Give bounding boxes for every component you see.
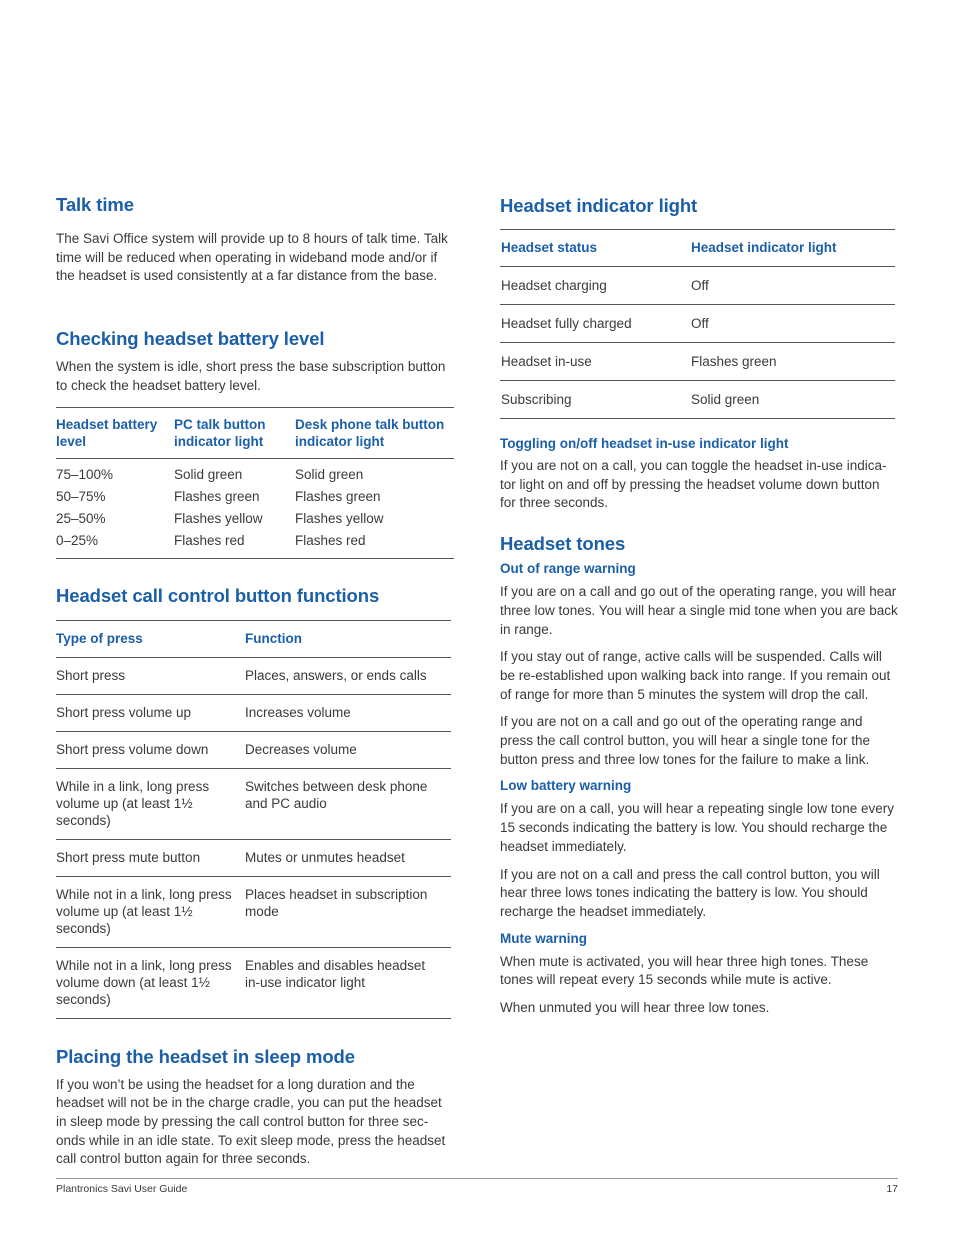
table-row xyxy=(500,267,895,305)
page-number: 17 xyxy=(886,1183,898,1195)
footer-title: Plantronics Savi User Guide xyxy=(56,1183,188,1195)
table-cell: Flashes red xyxy=(174,532,245,548)
table-cell: Short press xyxy=(56,657,245,694)
column-header: Headset battery level xyxy=(56,407,174,458)
out-of-range-text-3: If you are not on a call and go out of the operating range and press the call control button, you will hear a single tone for the button press and three low tones for the failure to make a link. xyxy=(500,714,870,767)
toggle-indicator-heading: Toggling on/off headset in-use indicator light xyxy=(500,436,789,451)
table-cell: Short press mute button xyxy=(56,839,245,876)
column-header: PC talk button indicator light xyxy=(174,407,295,458)
table-row xyxy=(56,876,451,947)
table-cell: Solid green xyxy=(690,381,895,419)
table-cell: Short press volume up xyxy=(56,694,245,731)
sleep-mode-heading: Placing the headset in sleep mode xyxy=(56,1045,355,1067)
table-row xyxy=(500,343,895,381)
table-row xyxy=(56,768,451,839)
low-battery-heading: Low battery warning xyxy=(500,778,632,794)
table-row xyxy=(56,657,451,694)
column-header: Headset status xyxy=(500,230,690,267)
indicator-light-heading: Headset indicator light xyxy=(500,195,698,216)
table-row xyxy=(56,731,451,768)
table-cell: Headset charging xyxy=(500,267,690,305)
table-cell: Flashes yellow xyxy=(295,510,384,526)
out-of-range-heading: Out of range warning xyxy=(500,561,636,577)
table-cell: Flashes green xyxy=(690,343,895,381)
table-cell: Increases volume xyxy=(245,694,451,731)
column-header: Function xyxy=(245,620,451,657)
out-of-range-text-2: If you stay out of range, active calls will be suspended. Calls will be re-established upon walking back into range. If you remain out of range for more than 5 minutes the system will drop the call. xyxy=(500,649,891,702)
table-cell: Headset fully charged xyxy=(500,305,690,343)
table-cell: While not in a link, long press volume up (at least 1½ seconds) xyxy=(56,876,245,947)
table-cell: Subscribing xyxy=(500,381,690,419)
column-header: Type of press xyxy=(56,620,245,657)
table-cell: While in a link, long press volume up (at least 1½ seconds) xyxy=(56,768,245,839)
table-cell: Enables and disables headset in-use indicator light xyxy=(245,947,451,1018)
sleep-mode-text: If you won’t be using the headset for a long duration and the headset will not be in the charge cradle, you can put the headset in sleep mode by pressing the call control button for three sec-onds while in an idle state. To exit sleep mode, press the headset call control button again for three seconds. xyxy=(56,1076,446,1167)
table-cell: Places, answers, or ends calls xyxy=(245,657,451,694)
mute-warning-heading: Mute warning xyxy=(500,930,587,946)
table-cell: Mutes or unmutes headset xyxy=(245,839,451,876)
table-header-row xyxy=(56,407,454,458)
table-cell: Flashes green xyxy=(174,488,260,504)
table-cell: Off xyxy=(690,305,895,343)
talk-time-heading: Talk time xyxy=(56,194,134,215)
table-header-row xyxy=(500,230,895,267)
table-row xyxy=(56,530,454,559)
table-cell: Off xyxy=(690,267,895,305)
table-row xyxy=(56,839,451,876)
indicator-light-table xyxy=(500,229,895,419)
right-column xyxy=(500,195,898,1018)
table-cell: 0–25% xyxy=(56,532,99,548)
low-battery-text-1: If you are on a call, you will hear a repeating single low tone every 15 seconds indicating the battery is low. You should recharge the headset immediately. xyxy=(500,801,894,854)
table-cell: Switches between desk phone and PC audio xyxy=(245,768,451,839)
table-row xyxy=(500,381,895,419)
battery-level-text: When the system is idle, short press the base subscription button to check the headset battery level. xyxy=(56,359,446,393)
table-cell: While not in a link, long press volume down (at least 1½ seconds) xyxy=(56,947,245,1018)
toggle-indicator-text: If you are not on a call, you can toggle the headset in-use indica-tor light on and off by pressing the headset volume down button for three seconds. xyxy=(500,458,887,511)
call-control-heading: Headset call control button functions xyxy=(56,584,380,606)
table-cell: Flashes green xyxy=(295,488,381,504)
table-row xyxy=(56,486,454,508)
column-header: Desk phone talk button indicator light xyxy=(295,407,454,458)
mute-warning-text-1: When mute is activated, you will hear three high tones. These tones will repeat every 15 seconds while mute is active. xyxy=(500,953,869,988)
table-row xyxy=(56,947,451,1018)
table-cell: Decreases volume xyxy=(245,731,451,768)
column-header: Headset indicator light xyxy=(690,230,895,267)
table-cell: Solid green xyxy=(174,466,243,482)
call-control-table xyxy=(56,620,451,1019)
table-row xyxy=(500,305,895,343)
table-row xyxy=(56,508,454,530)
table-cell: Places headset in subscription mode xyxy=(245,876,451,947)
table-row xyxy=(56,694,451,731)
table-cell: 75–100% xyxy=(56,466,114,482)
table-cell: Flashes red xyxy=(295,532,366,548)
battery-level-heading: Checking headset battery level xyxy=(56,328,325,350)
table-cell: 50–75% xyxy=(56,488,106,504)
table-header-row xyxy=(56,620,451,657)
table-row xyxy=(56,458,454,486)
low-battery-text-2: If you are not on a call and press the call control button, you will hear three lows tones indicating the battery is low. You should recharge the headset immediately. xyxy=(500,866,880,919)
mute-warning-text-2: When unmuted you will hear three low tones. xyxy=(500,1000,770,1016)
table-cell: Flashes yellow xyxy=(174,510,263,526)
table-cell: Solid green xyxy=(295,466,364,482)
footer-divider xyxy=(56,1178,898,1179)
battery-level-table xyxy=(56,407,454,559)
table-cell: Headset in-use xyxy=(500,343,690,381)
table-cell: 25–50% xyxy=(56,510,106,526)
out-of-range-text-1: If you are on a call and go out of the operating range, you will hear three low tones. You will hear a single mid tone when you are back in range. xyxy=(500,584,898,637)
left-column xyxy=(56,194,454,1169)
headset-tones-heading: Headset tones xyxy=(500,533,626,555)
talk-time-text: The Savi Office system will provide up to 8 hours of talk time. Talk time will be reduced when operating in wideband mode and/or if the headset is used consistently at a far distance from the base. xyxy=(56,231,448,284)
table-cell: Short press volume down xyxy=(56,731,245,768)
